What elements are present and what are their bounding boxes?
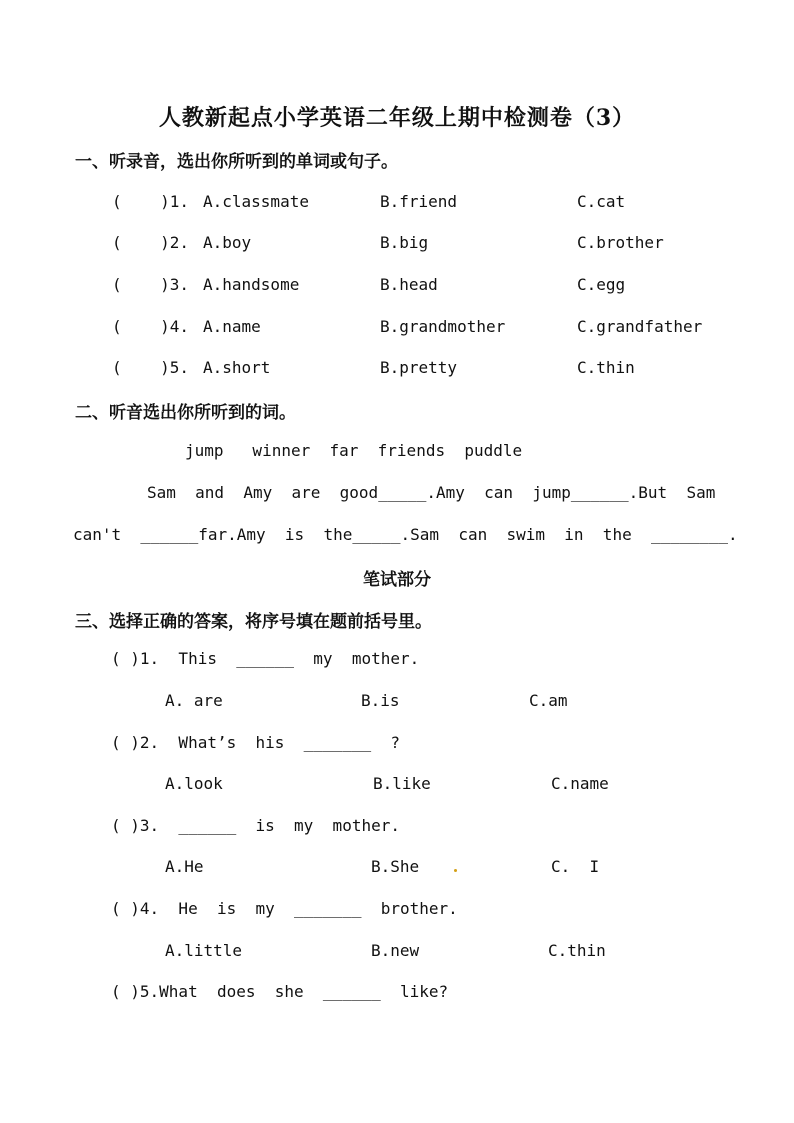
question-number: ( )2. bbox=[112, 233, 190, 252]
question-number: ( )3. bbox=[112, 275, 190, 294]
question-number: ( )5. bbox=[112, 358, 190, 377]
question-number: ( )1. bbox=[112, 192, 190, 211]
question-text: ( )3. ______ is my mother. bbox=[111, 816, 400, 835]
question-text: ( )4. He is my _______ brother. bbox=[111, 899, 458, 918]
option-a: A.little bbox=[165, 941, 243, 960]
option-c: C.thin bbox=[577, 358, 635, 377]
option-c: C.am bbox=[529, 691, 568, 710]
option-a: A.boy bbox=[203, 233, 252, 252]
section3-heading: 三、选择正确的答案，将序号填在题前括号里。 bbox=[75, 612, 432, 632]
option-b: B.new bbox=[371, 941, 420, 960]
option-a: A.look bbox=[165, 774, 223, 793]
stray-dot-mark bbox=[454, 869, 457, 872]
option-a: A.He bbox=[165, 857, 204, 876]
option-a: A.handsome bbox=[203, 275, 300, 294]
option-b: B.like bbox=[373, 774, 431, 793]
option-c: C. I bbox=[551, 857, 600, 876]
question-number: ( )4. bbox=[112, 317, 190, 336]
section2-heading: 二、听音选出你所听到的词。 bbox=[75, 403, 296, 423]
option-a: A. are bbox=[165, 691, 223, 710]
option-b: B.She bbox=[371, 857, 420, 876]
question-text: ( )5.What does she ______ like? bbox=[111, 982, 449, 1001]
option-c: C.thin bbox=[548, 941, 606, 960]
option-b: B.big bbox=[380, 233, 429, 252]
question-text: ( )2. What’s his _______ ? bbox=[111, 733, 400, 752]
option-c: C.cat bbox=[577, 192, 626, 211]
written-part-heading: 笔试部分 bbox=[363, 570, 431, 590]
option-b: B.pretty bbox=[380, 358, 458, 377]
option-a: A.name bbox=[203, 317, 261, 336]
option-b: B.head bbox=[380, 275, 438, 294]
option-a: A.classmate bbox=[203, 192, 309, 211]
page-title: 人教新起点小学英语二年级上期中检测卷（3） bbox=[158, 105, 636, 131]
option-c: C.egg bbox=[577, 275, 626, 294]
option-a: A.short bbox=[203, 358, 271, 377]
option-b: B.grandmother bbox=[380, 317, 506, 336]
option-b: B.is bbox=[361, 691, 400, 710]
option-b: B.friend bbox=[380, 192, 458, 211]
option-c: C.name bbox=[551, 774, 609, 793]
section1-heading: 一、听录音，选出你所听到的单词或句子。 bbox=[75, 152, 398, 172]
word-bank: jump winner far friends puddle bbox=[185, 441, 523, 460]
option-c: C.brother bbox=[577, 233, 664, 252]
option-c: C.grandfather bbox=[577, 317, 703, 336]
passage-line-2: can't ______far.Amy is the_____.Sam can swim in the ________. bbox=[73, 525, 738, 544]
passage-line-1: Sam and Amy are good_____.Amy can jump______.But Sam bbox=[147, 483, 716, 502]
question-text: ( )1. This ______ my mother. bbox=[111, 649, 420, 668]
